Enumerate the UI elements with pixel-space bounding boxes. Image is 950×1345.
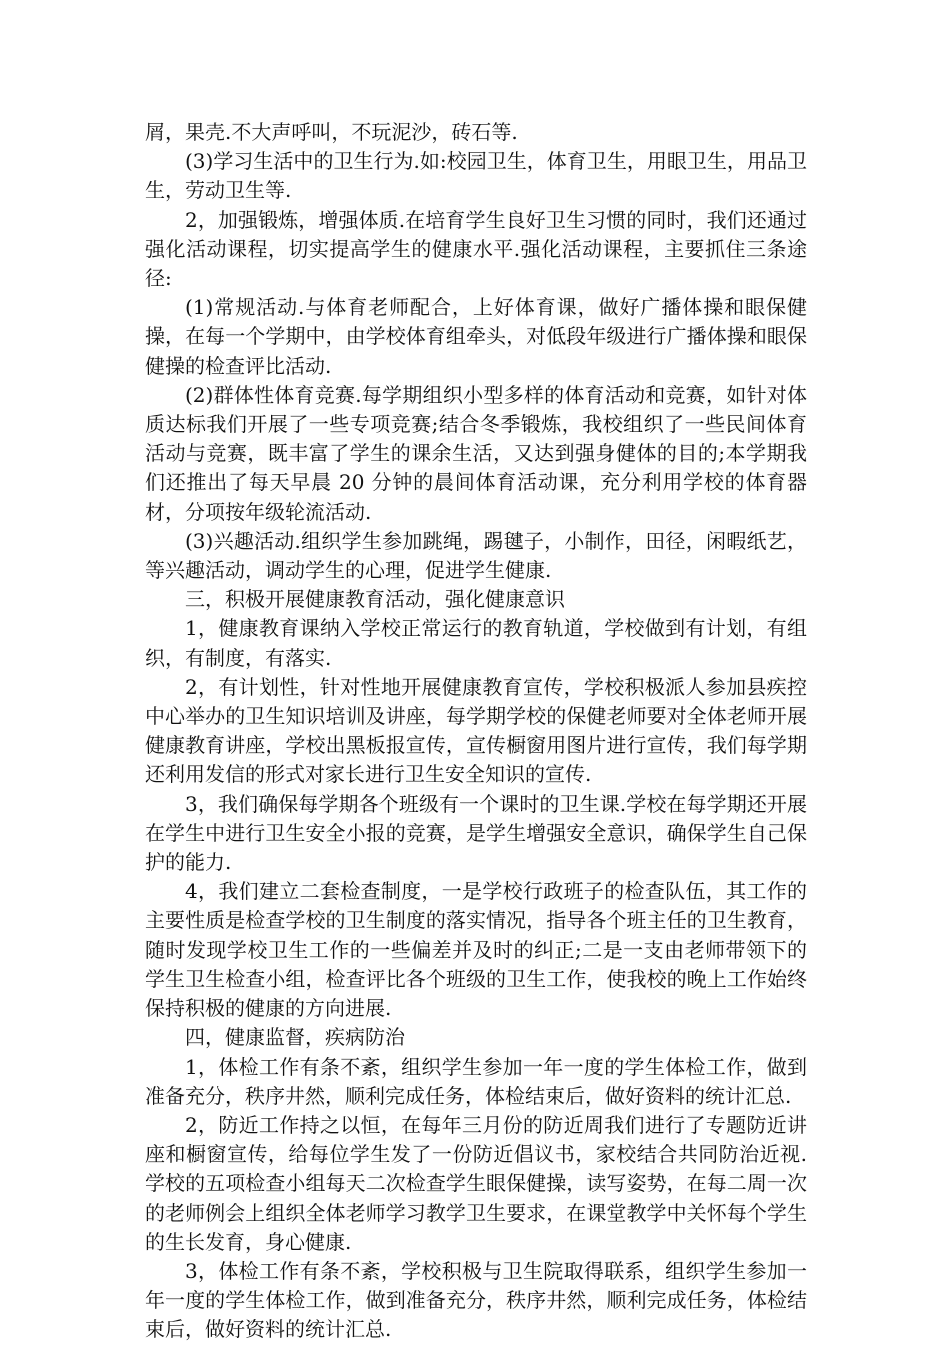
paragraph: 2，防近工作持之以恒，在每年三月份的防近周我们进行了专题防近讲座和橱窗宣传，给每位学生发了一份防近倡议书，家校结合共同防治近视.学校的五项检查小组每天二次检查学生眼保健操，读写姿势，在每二周一次的老师例会上组织全体老师学习教学卫生要求，在课堂教学中关怀每个学生的生长发育，身心健康. — [145, 1112, 807, 1254]
paragraph: 4，我们建立二套检查制度，一是学校行政班子的检查队伍，其工作的主要性质是检查学校的卫生制度的落实情况，指导各个班主任的卫生教育，随时发现学校卫生工作的一些偏差并及时的纠正;二是一支由老师带领下的学生卫生检查小组，检查评比各个班级的卫生工作，使我校的晚上工作始终保持积极的健康的方向进展. — [145, 879, 807, 1021]
paragraph: (1)常规活动.与体育老师配合，上好体育课，做好广播体操和眼保健操，在每一个学期中，由学校体育组牵头，对低段年级进行广播体操和眼保健操的检查评比活动. — [145, 295, 807, 378]
paragraph: (3)兴趣活动.组织学生参加跳绳，踢毽子，小制作，田径，闲暇纸艺，等兴趣活动，调动学生的心理，促进学生健康. — [145, 528, 807, 583]
section-heading: 四，健康监督，疾病防治 — [185, 1025, 405, 1050]
paragraph: (2)群体性体育竞赛.每学期组织小型多样的体育活动和竞赛，如针对体质达标我们开展了一些专项竞赛;结合冬季锻炼，我校组织了一些民间体育活动与竞赛，既丰富了学生的课余生活，又达到强身健体的目的;本学期我们还推出了每天早晨 20 分钟的晨间体育活动课，充分利用学校的体育器材，分项按年级轮流活动. — [145, 382, 807, 524]
paragraph: 屑，果壳.不大声呼叫，不玩泥沙，砖石等. — [145, 120, 518, 144]
paragraph: 1，健康教育课纳入学校正常运行的教育轨道，学校做到有计划，有组织，有制度，有落实. — [145, 616, 807, 670]
document-body — [145, 118, 807, 1345]
paragraph: 2，有计划性，针对性地开展健康教育宣传，学校积极派人参加县疾控中心举办的卫生知识培训及讲座，每学期学校的保健老师要对全体老师开展健康教育讲座，学校出黑板报宣传，宣传橱窗用图片进行宣传，我们每学期还利用发信的形式对家长进行卫生安全知识的宣传. — [145, 674, 807, 787]
section-heading: 三，积极开展健康教育活动，强化健康意识 — [185, 587, 565, 612]
paragraph: 3，体检工作有条不紊，学校积极与卫生院取得联系，组织学生参加一年一度的学生体检工作，做到准备充分，秩序井然，顺利完成任务，体检结束后，做好资料的统计汇总. — [145, 1258, 807, 1342]
paragraph: 2，加强锻炼，增强体质.在培育学生良好卫生习惯的同时，我们还通过强化活动课程，切实提高学生的健康水平.强化活动课程，主要抓住三条途径: — [145, 207, 807, 291]
paragraph: 3，我们确保每学期各个班级有一个课时的卫生课.学校在每学期还开展在学生中进行卫生安全小报的竞赛，是学生增强安全意识，确保学生自己保护的能力. — [145, 791, 807, 875]
paragraph: 1，体检工作有条不紊，组织学生参加一年一度的学生体检工作，做到准备充分，秩序井然，顺利完成任务，体检结束后，做好资料的统计汇总. — [145, 1054, 807, 1108]
paragraph: (3)学习生活中的卫生行为.如:校园卫生，体育卫生，用眼卫生，用品卫生，劳动卫生等. — [145, 149, 807, 203]
